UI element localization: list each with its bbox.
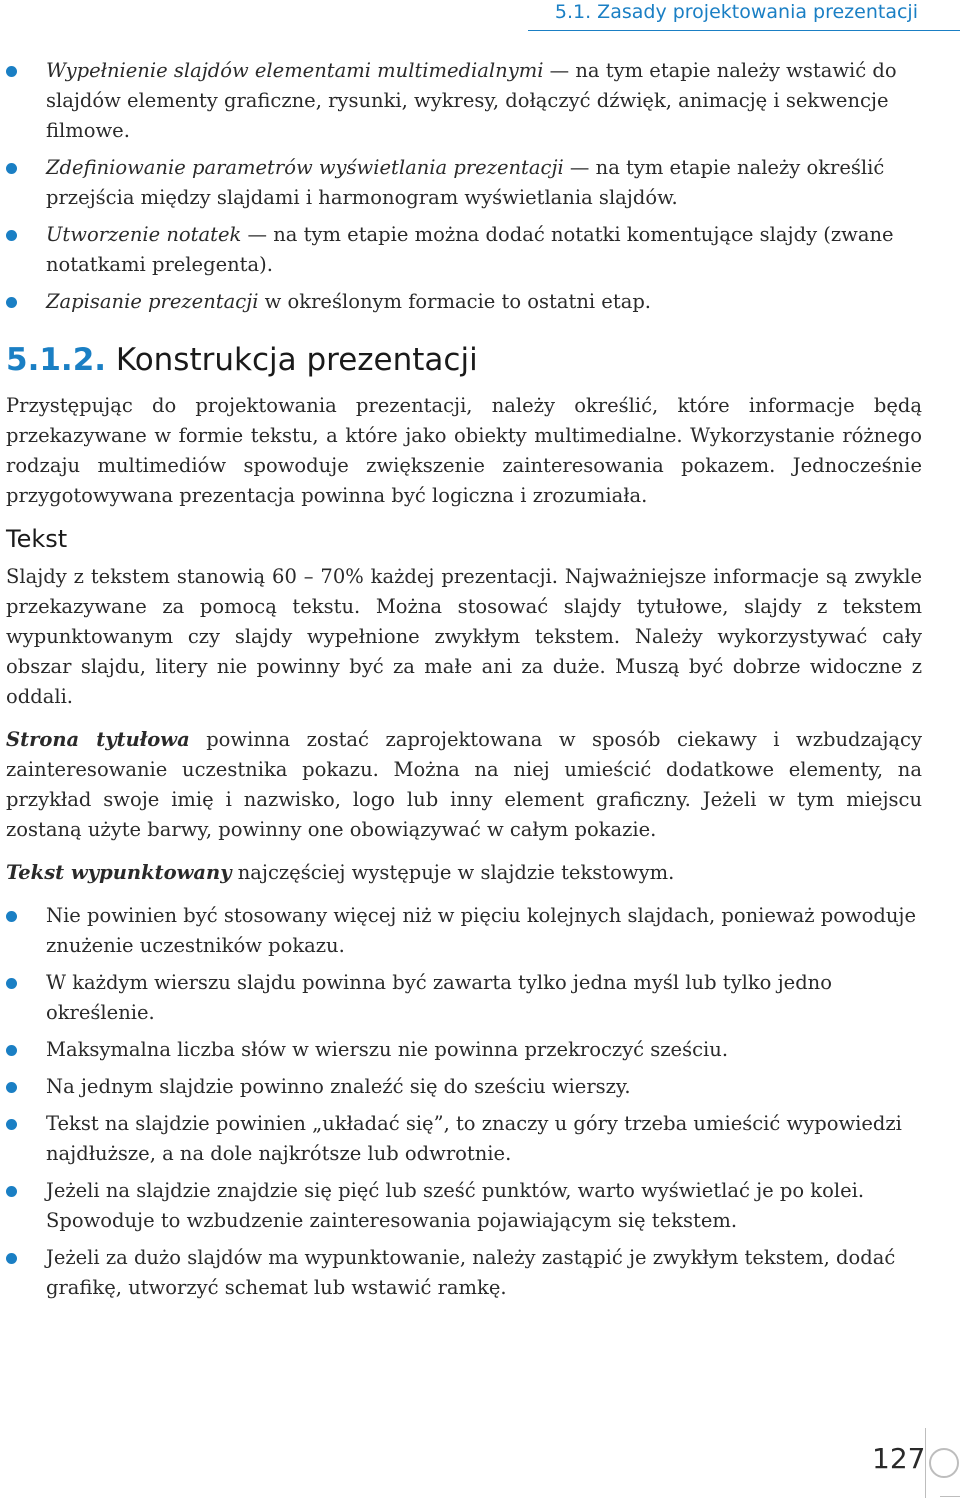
list-item [6,1109,922,1169]
bullet-icon [6,66,17,77]
page-number: 127 [872,1442,926,1475]
list-item [6,901,922,961]
list-item [6,1176,922,1236]
bullet-icon [6,1045,17,1056]
text-paragraph: Slajdy z tekstem stanowią 60 – 70% każdej prezentacji. Najważniejsze informacje są zwykle przekazywane za pomocą tekstu. Można stosować slajdy tytułowe, slajdy z tekstem wypunktowanym czy slajdy wypełnione zwykłym tekstem. Należy wykorzystywać cały obszar slajdu, litery nie powinny być za małe ani za duże. Muszą być dobrze widoczne z oddali. [6,565,922,708]
page-circle-icon [929,1448,959,1478]
bullet-icon [6,911,17,922]
bullet-icon [6,163,17,174]
bullet-text-paragraph [6,858,922,888]
list-item [6,220,922,280]
bullet-lead: Wypełnienie slajdów elementami multimedialnymi [46,59,544,82]
bullet-text: w określonym formacie to ostatni etap. [258,290,651,313]
title-page-paragraph [6,725,922,845]
bullet-text: — na tym etapie należy wstawić do slajdów elementy graficzne, rysunki, wykresy, dołączyć dźwięk, animację i sekwencje filmowe. [46,59,897,142]
list-item [6,968,922,1028]
bullet-text: Jeżeli za dużo slajdów ma wypunktowanie, należy zastąpić je zwykłym tekstem, dodać grafikę, utworzyć schemat lub wstawić ramkę. [46,1246,896,1299]
paragraph-text: powinna zostać zaprojektowana w sposób ciekawy i wzbudzający zainteresowanie uczestnika pokazu. Można na niej umieścić dodatkowe elementy, na przykład swoje imię i nazwisko, logo lub inny element graficzny. Jeżeli w tym miejscu zostaną użyte barwy, powinny one obowiązywać w całym pokazie. [6,728,922,841]
bullet-text: W każdym wierszu slajdu powinna być zawarta tylko jedna myśl lub tylko jedno określenie. [46,971,832,1024]
subsection-heading: Tekst [6,525,68,553]
paragraph-lead: Strona tytułowa [6,728,190,751]
page-content [6,56,922,1310]
bullet-icon [6,1186,17,1197]
bullet-text: Maksymalna liczba słów w wierszu nie powinna przekroczyć sześciu. [46,1038,729,1061]
list-item [6,287,922,317]
bullet-icon [6,978,17,989]
bullet-lead: Zapisanie prezentacji [46,290,259,313]
bullet-text: Nie powinien być stosowany więcej niż w pięciu kolejnych slajdach, ponieważ powoduje znużenie uczestników pokazu. [46,904,916,957]
paragraph-text: najczęściej występuje w slajdzie tekstowym. [231,861,675,884]
bullet-text: — na tym etapie można dodać notatki komentujące slajdy (zwane notatkami prelegenta). [46,223,894,276]
intro-bullet-list [6,56,922,317]
bullet-text: Na jednym slajdzie powinno znaleźć się do sześciu wierszy. [46,1075,631,1098]
bullet-icon [6,297,17,308]
running-header [528,0,960,31]
footer-rule [940,1496,960,1497]
list-item [6,1243,922,1303]
section-intro-paragraph: Przystępując do projektowania prezentacji, należy określić, które informacje będą przekazywane w formie tekstu, a które jako obiekty multimedialne. Wykorzystanie różnego rodzaju multimediów spowoduje zwiększenie zainteresowania pokazem. Jednocześnie przygotowywana prezentacja powinna być logiczna i zrozumiała. [6,394,922,507]
list-item [6,1072,922,1102]
section-heading [6,341,922,379]
bullet-icon [6,1082,17,1093]
list-item [6,1035,922,1065]
rules-bullet-list [6,901,922,1303]
bullet-text: — na tym etapie należy określić przejścia między slajdami i harmonogram wyświetlania slajdów. [46,156,885,209]
section-number: 5.1.2. [6,342,107,378]
bullet-icon [6,1119,17,1130]
bullet-text: Jeżeli na slajdzie znajdzie się pięć lub sześć punktów, warto wyświetlać je po kolei. Spowoduje to wzbudzenie zainteresowania pojawiającym się tekstem. [46,1179,865,1232]
bullet-icon [6,230,17,241]
paragraph-lead: Tekst wypunktowany [6,861,232,884]
list-item [6,56,922,146]
bullet-lead: Zdefiniowanie parametrów wyświetlania prezentacji [46,156,564,179]
section-title: Konstrukcja prezentacji [115,342,478,378]
bullet-text: Tekst na slajdzie powinien „układać się”, to znaczy u góry trzeba umieścić wypowiedzi najdłuższe, a na dole najkrótsze lub odwrotnie. [46,1112,902,1165]
footer-divider [925,1428,926,1498]
bullet-lead: Utworzenie notatek [46,223,242,246]
list-item [6,153,922,213]
running-header-title: 5.1. Zasady projektowania prezentacji [554,1,918,23]
bullet-icon [6,1253,17,1264]
